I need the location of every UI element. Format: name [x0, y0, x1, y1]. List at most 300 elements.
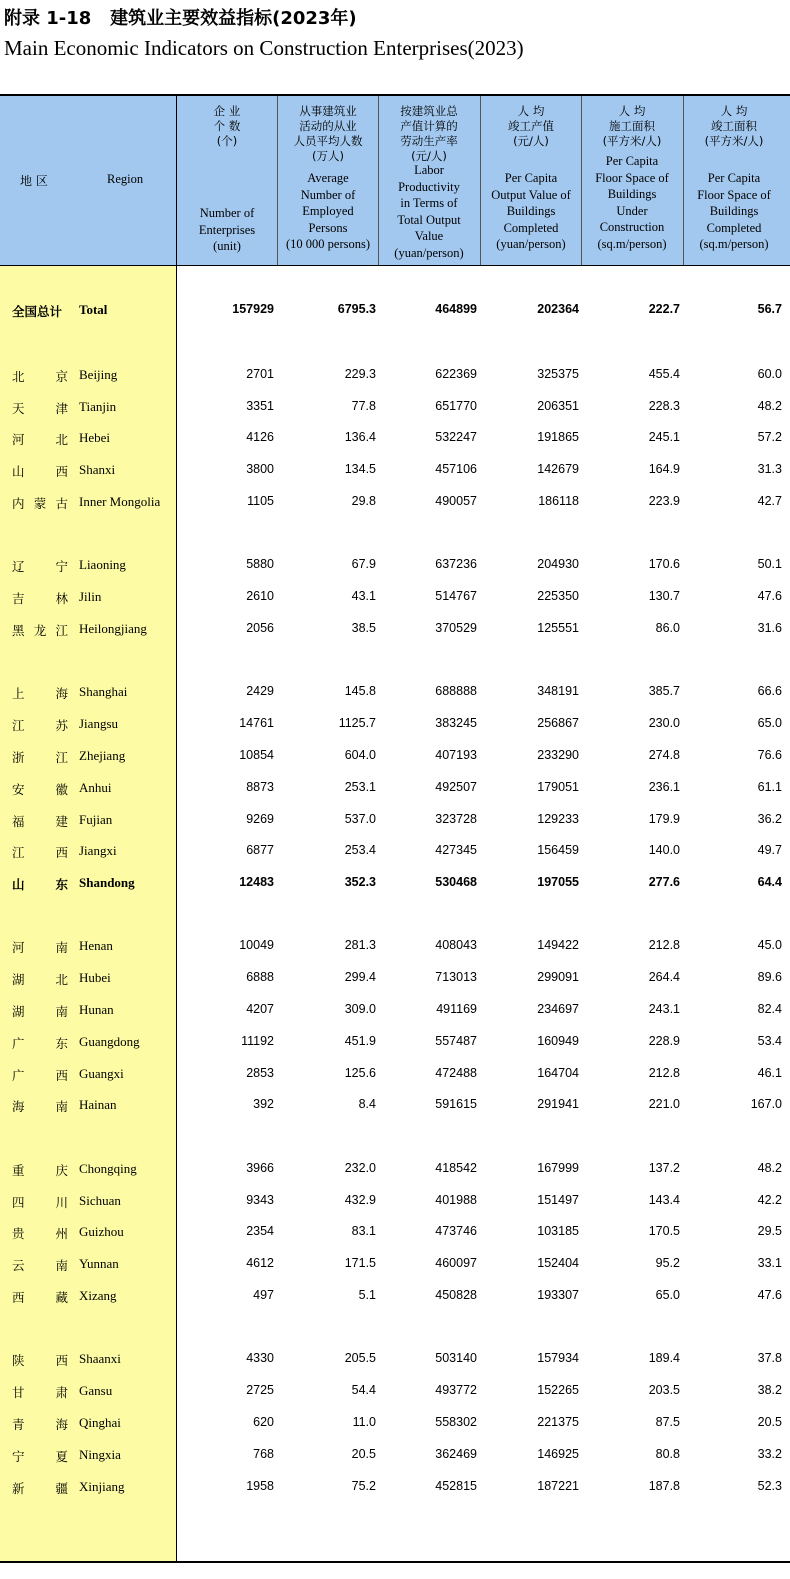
- column-header-cn-line: (个): [216, 134, 238, 148]
- table-row: [0, 716, 790, 736]
- cell-value: 6888: [246, 970, 274, 984]
- table-row: [0, 1002, 790, 1022]
- cell-value: 125551: [537, 621, 579, 635]
- table-row: [0, 1256, 790, 1276]
- column-header-en-line: (unit): [213, 239, 241, 253]
- cell-value: 149422: [537, 938, 579, 952]
- cell-value: 56.7: [757, 302, 782, 316]
- cell-value: 253.4: [344, 843, 376, 857]
- cell-value: 77.8: [351, 399, 376, 413]
- cell-value: 140.0: [648, 843, 680, 857]
- cell-value: 236.1: [648, 780, 680, 794]
- region-name-en: Anhui: [79, 780, 112, 795]
- column-header-en-line: Completed: [503, 220, 559, 235]
- cell-value: 142679: [537, 462, 579, 476]
- region-name-cn: 湖 南: [12, 1004, 68, 1019]
- cell-value: 187.8: [648, 1479, 680, 1493]
- cell-value: 164.9: [648, 462, 680, 476]
- region-name-en: Chongqing: [79, 1161, 137, 1176]
- column-header-en-line: Construction: [599, 220, 665, 234]
- column-header-en-line: Buildings: [607, 187, 657, 201]
- cell-value: 309.0: [344, 1002, 376, 1016]
- column-header-cn-line: 活动的从业: [299, 119, 357, 133]
- cell-value: 205.5: [344, 1351, 376, 1365]
- region-name-cn: 青 海: [12, 1417, 68, 1432]
- cell-value: 179.9: [648, 812, 680, 826]
- column-header-en-line: Floor Space of: [595, 170, 669, 185]
- table-row: [0, 843, 790, 863]
- column-header-en-line: (yuan/person): [394, 245, 464, 260]
- cell-value: 9269: [246, 812, 274, 826]
- cell-value: 12483: [239, 875, 274, 889]
- cell-value: 67.9: [351, 557, 376, 571]
- column-header-cn: [278, 104, 378, 164]
- region-name-cn: 重 庆: [12, 1163, 68, 1178]
- cell-value: 408043: [435, 938, 477, 952]
- cell-value: 768: [253, 1447, 274, 1461]
- cell-value: 82.4: [757, 1002, 782, 1016]
- region-name-cn: 福 建: [12, 814, 68, 829]
- cell-value: 167999: [537, 1161, 579, 1175]
- table-row: [0, 970, 790, 990]
- cell-value: 473746: [435, 1224, 477, 1238]
- column-header-3: [379, 98, 479, 263]
- table-row: [0, 938, 790, 958]
- column-header-en-line: Number of: [199, 206, 255, 220]
- column-header-5: [582, 98, 682, 263]
- cell-value: 53.4: [757, 1034, 782, 1048]
- region-name-en: Xizang: [79, 1288, 117, 1303]
- cell-value: 8.4: [358, 1097, 376, 1111]
- region-name-cn: 西 藏: [12, 1290, 68, 1305]
- cell-value: 325375: [537, 367, 579, 381]
- cell-value: 20.5: [757, 1415, 782, 1429]
- header-region-cn: 地 区: [20, 174, 48, 188]
- region-name-en: Hunan: [79, 1002, 114, 1017]
- cell-value: 228.3: [648, 399, 680, 413]
- region-name-en: Guizhou: [79, 1224, 124, 1239]
- cell-value: 54.4: [351, 1383, 376, 1397]
- column-header-en-line: Floor Space of: [697, 187, 771, 202]
- cell-value: 362469: [435, 1447, 477, 1461]
- column-header-cn: [379, 104, 479, 164]
- table-row: [0, 812, 790, 832]
- cell-value: 230.0: [648, 716, 680, 730]
- cell-value: 392: [253, 1097, 274, 1111]
- cell-value: 492507: [435, 780, 477, 794]
- cell-value: 222.7: [648, 302, 680, 316]
- region-name-en: Gansu: [79, 1383, 113, 1398]
- column-header-cn-line: 竣工面积: [711, 119, 757, 133]
- column-header-en-line: Enterprises: [198, 222, 256, 237]
- region-name-en: Total: [79, 302, 108, 317]
- column-header-en-line: (yuan/person): [496, 237, 566, 251]
- region-name-cn: 河 南: [12, 940, 68, 955]
- table-row: [0, 1193, 790, 1213]
- region-name-en: Liaoning: [79, 557, 126, 572]
- cell-value: 212.8: [648, 938, 680, 952]
- cell-value: 145.8: [344, 684, 376, 698]
- cell-value: 80.8: [655, 1447, 680, 1461]
- cell-value: 197055: [537, 875, 579, 889]
- column-header-en-line: (sq.m/person): [699, 237, 769, 251]
- region-name-en: Beijing: [79, 367, 118, 382]
- region-name-en: Jiangsu: [79, 716, 118, 731]
- cell-value: 10049: [239, 938, 274, 952]
- column-header-2: [278, 98, 378, 263]
- column-header-en-line: Labor: [414, 163, 444, 177]
- cell-value: 31.3: [757, 462, 782, 476]
- cell-value: 245.1: [648, 430, 680, 444]
- cell-value: 532247: [435, 430, 477, 444]
- cell-value: 4207: [246, 1002, 274, 1016]
- table-row: [0, 430, 790, 450]
- region-name-cn: 云 南: [12, 1258, 68, 1273]
- region-name-cn: 内 蒙 古: [12, 496, 68, 511]
- cell-value: 2610: [246, 589, 274, 603]
- column-header-en-line: Output Value of: [491, 187, 571, 202]
- column-header-4: [481, 98, 581, 263]
- region-name-cn: 广 东: [12, 1036, 68, 1051]
- total-row: [0, 302, 790, 322]
- cell-value: 620: [253, 1415, 274, 1429]
- cell-value: 3966: [246, 1161, 274, 1175]
- cell-value: 2725: [246, 1383, 274, 1397]
- region-name-cn: 甘 肃: [12, 1385, 68, 1400]
- cell-value: 33.1: [757, 1256, 782, 1270]
- cell-value: 47.6: [757, 589, 782, 603]
- cell-value: 167.0: [750, 1097, 782, 1111]
- cell-value: 29.5: [757, 1224, 782, 1238]
- column-header-en-line: Value: [414, 229, 444, 243]
- region-name-cn: 山 东: [12, 877, 68, 892]
- cell-value: 45.0: [757, 938, 782, 952]
- cell-value: 277.6: [648, 875, 680, 889]
- cell-value: 66.6: [757, 684, 782, 698]
- column-header-en: [177, 205, 277, 255]
- cell-value: 427345: [435, 843, 477, 857]
- column-header-en-line: Persons: [308, 220, 348, 235]
- cell-value: 4612: [246, 1256, 274, 1270]
- cell-value: 274.8: [648, 748, 680, 762]
- cell-value: 455.4: [648, 367, 680, 381]
- column-header-en: [379, 162, 479, 261]
- cell-value: 5880: [246, 557, 274, 571]
- region-name-en: Tianjin: [79, 399, 117, 414]
- cell-value: 202364: [537, 302, 579, 316]
- column-header-cn-line: 个 数: [213, 119, 241, 133]
- table-row: [0, 621, 790, 641]
- cell-value: 11192: [241, 1034, 274, 1048]
- table-row: [0, 1351, 790, 1371]
- cell-value: 291941: [537, 1097, 579, 1111]
- cell-value: 264.4: [648, 970, 680, 984]
- cell-value: 299091: [537, 970, 579, 984]
- column-header-en: [684, 170, 784, 253]
- cell-value: 229.3: [344, 367, 376, 381]
- cell-value: 83.1: [351, 1224, 376, 1238]
- table-row: [0, 1479, 790, 1499]
- cell-value: 130.7: [648, 589, 680, 603]
- cell-value: 221375: [537, 1415, 579, 1429]
- cell-value: 164704: [537, 1066, 579, 1080]
- region-name-en: Qinghai: [79, 1415, 121, 1430]
- cell-value: 493772: [435, 1383, 477, 1397]
- column-header-cn-line: 按建筑业总: [400, 104, 458, 118]
- cell-value: 323728: [435, 812, 477, 826]
- cell-value: 47.6: [757, 1288, 782, 1302]
- cell-value: 537.0: [344, 812, 376, 826]
- page-title-cn: 附录 1-18 建筑业主要效益指标(2023年): [4, 8, 357, 29]
- region-name-en: Guangdong: [79, 1034, 140, 1049]
- cell-value: 5.1: [358, 1288, 376, 1302]
- cell-value: 6795.3: [337, 302, 376, 316]
- cell-value: 157929: [232, 302, 274, 316]
- table-row: [0, 684, 790, 704]
- cell-value: 4126: [246, 430, 274, 444]
- region-name-en: Sichuan: [79, 1193, 121, 1208]
- region-name-en: Inner Mongolia: [79, 494, 161, 509]
- cell-value: 60.0: [757, 367, 782, 381]
- region-name-en: Jilin: [79, 589, 102, 604]
- cell-value: 65.0: [757, 716, 782, 730]
- cell-value: 50.1: [757, 557, 782, 571]
- region-name-en: Shanghai: [79, 684, 128, 699]
- region-name-cn: 北 京: [12, 369, 68, 384]
- cell-value: 10854: [239, 748, 274, 762]
- cell-value: 76.6: [757, 748, 782, 762]
- column-header-cn-line: 人 均: [618, 104, 646, 118]
- cell-value: 497: [253, 1288, 274, 1302]
- region-name-cn: 江 西: [12, 845, 68, 860]
- page-title-en: Main Economic Indicators on Construction Enterprises(2023): [4, 36, 524, 60]
- cell-value: 460097: [435, 1256, 477, 1270]
- table-row: [0, 462, 790, 482]
- column-header-cn-line: (平方米/人): [704, 134, 764, 148]
- column-header-cn-line: 人 均: [720, 104, 748, 118]
- cell-value: 14761: [239, 716, 274, 730]
- column-header-en-line: Employed: [302, 204, 354, 218]
- region-name-cn: 上 海: [12, 686, 68, 701]
- cell-value: 89.6: [757, 970, 782, 984]
- cell-value: 472488: [435, 1066, 477, 1080]
- table-row: [0, 1161, 790, 1181]
- cell-value: 179051: [537, 780, 579, 794]
- cell-value: 20.5: [351, 1447, 376, 1461]
- cell-value: 491169: [436, 1002, 477, 1016]
- column-header-en-line: Under: [616, 203, 648, 218]
- cell-value: 86.0: [655, 621, 680, 635]
- cell-value: 234697: [537, 1002, 579, 1016]
- cell-value: 221.0: [648, 1097, 680, 1111]
- cell-value: 4330: [246, 1351, 274, 1365]
- column-header-en-line: Productivity: [398, 179, 460, 194]
- cell-value: 713013: [435, 970, 477, 984]
- cell-value: 6877: [246, 843, 274, 857]
- column-header-en: [582, 153, 682, 252]
- cell-value: 688888: [435, 684, 477, 698]
- cell-value: 152265: [537, 1383, 579, 1397]
- cell-value: 191865: [537, 430, 579, 444]
- column-header-cn: [481, 104, 581, 149]
- cell-value: 129233: [537, 812, 579, 826]
- cell-value: 64.4: [757, 875, 782, 889]
- region-name-cn: 河 北: [12, 432, 68, 447]
- cell-value: 37.8: [757, 1351, 782, 1365]
- column-header-cn: [684, 104, 784, 149]
- region-name-cn: 浙 江: [12, 750, 68, 765]
- cell-value: 432.9: [344, 1193, 376, 1207]
- cell-value: 170.5: [648, 1224, 680, 1238]
- cell-value: 452815: [435, 1479, 477, 1493]
- table-row: [0, 875, 790, 895]
- cell-value: 503140: [435, 1351, 477, 1365]
- cell-value: 514767: [435, 589, 477, 603]
- cell-value: 189.4: [648, 1351, 680, 1365]
- region-name-cn: 海 南: [12, 1099, 68, 1114]
- column-header-en-line: Number of: [300, 187, 356, 202]
- column-header-cn-line: (万人): [312, 149, 344, 163]
- cell-value: 1105: [247, 494, 274, 508]
- cell-value: 61.1: [757, 780, 782, 794]
- cell-value: 383245: [435, 716, 477, 730]
- region-name-cn: 辽 宁: [12, 559, 68, 574]
- cell-value: 48.2: [757, 399, 782, 413]
- cell-value: 36.2: [757, 812, 782, 826]
- cell-value: 385.7: [648, 684, 680, 698]
- region-name-cn: 黑 龙 江: [12, 623, 68, 638]
- cell-value: 136.4: [344, 430, 376, 444]
- column-header-en-line: (sq.m/person): [597, 236, 667, 251]
- table-row: [0, 399, 790, 419]
- table-row: [0, 589, 790, 609]
- table-row: [0, 748, 790, 768]
- cell-value: 52.3: [757, 1479, 782, 1493]
- cell-value: 151497: [537, 1193, 579, 1207]
- region-name-en: Ningxia: [79, 1447, 121, 1462]
- region-name-cn: 广 西: [12, 1068, 68, 1083]
- region-name-en: Shanxi: [79, 462, 116, 477]
- table-row: [0, 1447, 790, 1467]
- column-header-cn: [177, 104, 277, 149]
- column-header-6: [684, 98, 784, 263]
- cell-value: 125.6: [344, 1066, 376, 1080]
- cell-value: 137.2: [648, 1161, 680, 1175]
- cell-value: 38.2: [757, 1383, 782, 1397]
- cell-value: 103185: [537, 1224, 579, 1238]
- column-header-cn-line: (元/人): [513, 134, 549, 148]
- table-row: [0, 1288, 790, 1308]
- column-header-en: [278, 170, 378, 253]
- cell-value: 401988: [435, 1193, 477, 1207]
- column-header-cn-line: 人员平均人数: [293, 134, 363, 148]
- cell-value: 160949: [537, 1034, 579, 1048]
- cell-value: 49.7: [757, 843, 782, 857]
- region-name-cn: 湖 北: [12, 972, 68, 987]
- cell-value: 232.0: [344, 1161, 376, 1175]
- cell-value: 243.1: [648, 1002, 680, 1016]
- cell-value: 1125.7: [338, 716, 376, 730]
- cell-value: 256867: [537, 716, 579, 730]
- region-name-en: Guangxi: [79, 1066, 124, 1081]
- region-name-cn: 宁 夏: [12, 1449, 68, 1464]
- region-name-en: Xinjiang: [79, 1479, 125, 1494]
- column-header-cn-line: 劳动生产率: [400, 134, 458, 148]
- cell-value: 29.8: [351, 494, 376, 508]
- cell-value: 57.2: [757, 430, 782, 444]
- cell-value: 42.2: [757, 1193, 782, 1207]
- cell-value: 9343: [246, 1193, 274, 1207]
- header-region-en: Region: [107, 172, 144, 186]
- cell-value: 370529: [435, 621, 477, 635]
- table-row: [0, 1097, 790, 1117]
- region-name-cn: 新 疆: [12, 1481, 68, 1496]
- cell-value: 33.2: [757, 1447, 782, 1461]
- cell-value: 95.2: [655, 1256, 680, 1270]
- cell-value: 42.7: [757, 494, 782, 508]
- column-header-en-line: Completed: [706, 220, 762, 235]
- cell-value: 212.8: [648, 1066, 680, 1080]
- cell-value: 228.9: [648, 1034, 680, 1048]
- cell-value: 225350: [537, 589, 579, 603]
- cell-value: 134.5: [344, 462, 376, 476]
- cell-value: 1958: [246, 1479, 274, 1493]
- cell-value: 203.5: [648, 1383, 680, 1397]
- table-row: [0, 494, 790, 514]
- cell-value: 407193: [435, 748, 477, 762]
- cell-value: 299.4: [344, 970, 376, 984]
- cell-value: 31.6: [757, 621, 782, 635]
- region-name-cn: 全国总计: [12, 304, 63, 319]
- cell-value: 457106: [435, 462, 477, 476]
- cell-value: 157934: [537, 1351, 579, 1365]
- cell-value: 204930: [537, 557, 579, 571]
- cell-value: 604.0: [344, 748, 376, 762]
- column-header-cn-line: 人 均: [517, 104, 545, 118]
- table-row: [0, 1383, 790, 1403]
- column-header-en-line: Average: [307, 171, 349, 185]
- column-header-cn-line: 施工面积: [609, 119, 655, 133]
- cell-value: 46.1: [757, 1066, 782, 1080]
- column-header-en-line: Buildings: [709, 204, 759, 218]
- cell-value: 591615: [435, 1097, 477, 1111]
- column-header-cn-line: 产值计算的: [400, 119, 458, 133]
- header-divider: [0, 265, 790, 266]
- cell-value: 48.2: [757, 1161, 782, 1175]
- region-name-en: Shandong: [79, 875, 135, 890]
- table-row: [0, 1066, 790, 1086]
- cell-value: 87.5: [655, 1415, 680, 1429]
- region-name-cn: 四 川: [12, 1195, 68, 1210]
- cell-value: 348191: [537, 684, 579, 698]
- region-name-en: Shaanxi: [79, 1351, 121, 1366]
- table-bottom-rule: [0, 1561, 790, 1563]
- column-header-en-line: Per Capita: [707, 171, 761, 185]
- column-header-en-line: Buildings: [506, 204, 556, 218]
- region-name-en: Heilongjiang: [79, 621, 147, 636]
- cell-value: 2354: [246, 1224, 274, 1238]
- cell-value: 75.2: [351, 1479, 376, 1493]
- region-name-en: Zhejiang: [79, 748, 126, 763]
- cell-value: 2056: [246, 621, 274, 635]
- cell-value: 170.6: [648, 557, 680, 571]
- cell-value: 622369: [435, 367, 477, 381]
- table-row: [0, 780, 790, 800]
- column-header-en-line: Per Capita: [504, 171, 558, 185]
- cell-value: 352.3: [344, 875, 376, 889]
- cell-value: 2853: [246, 1066, 274, 1080]
- cell-value: 8873: [246, 780, 274, 794]
